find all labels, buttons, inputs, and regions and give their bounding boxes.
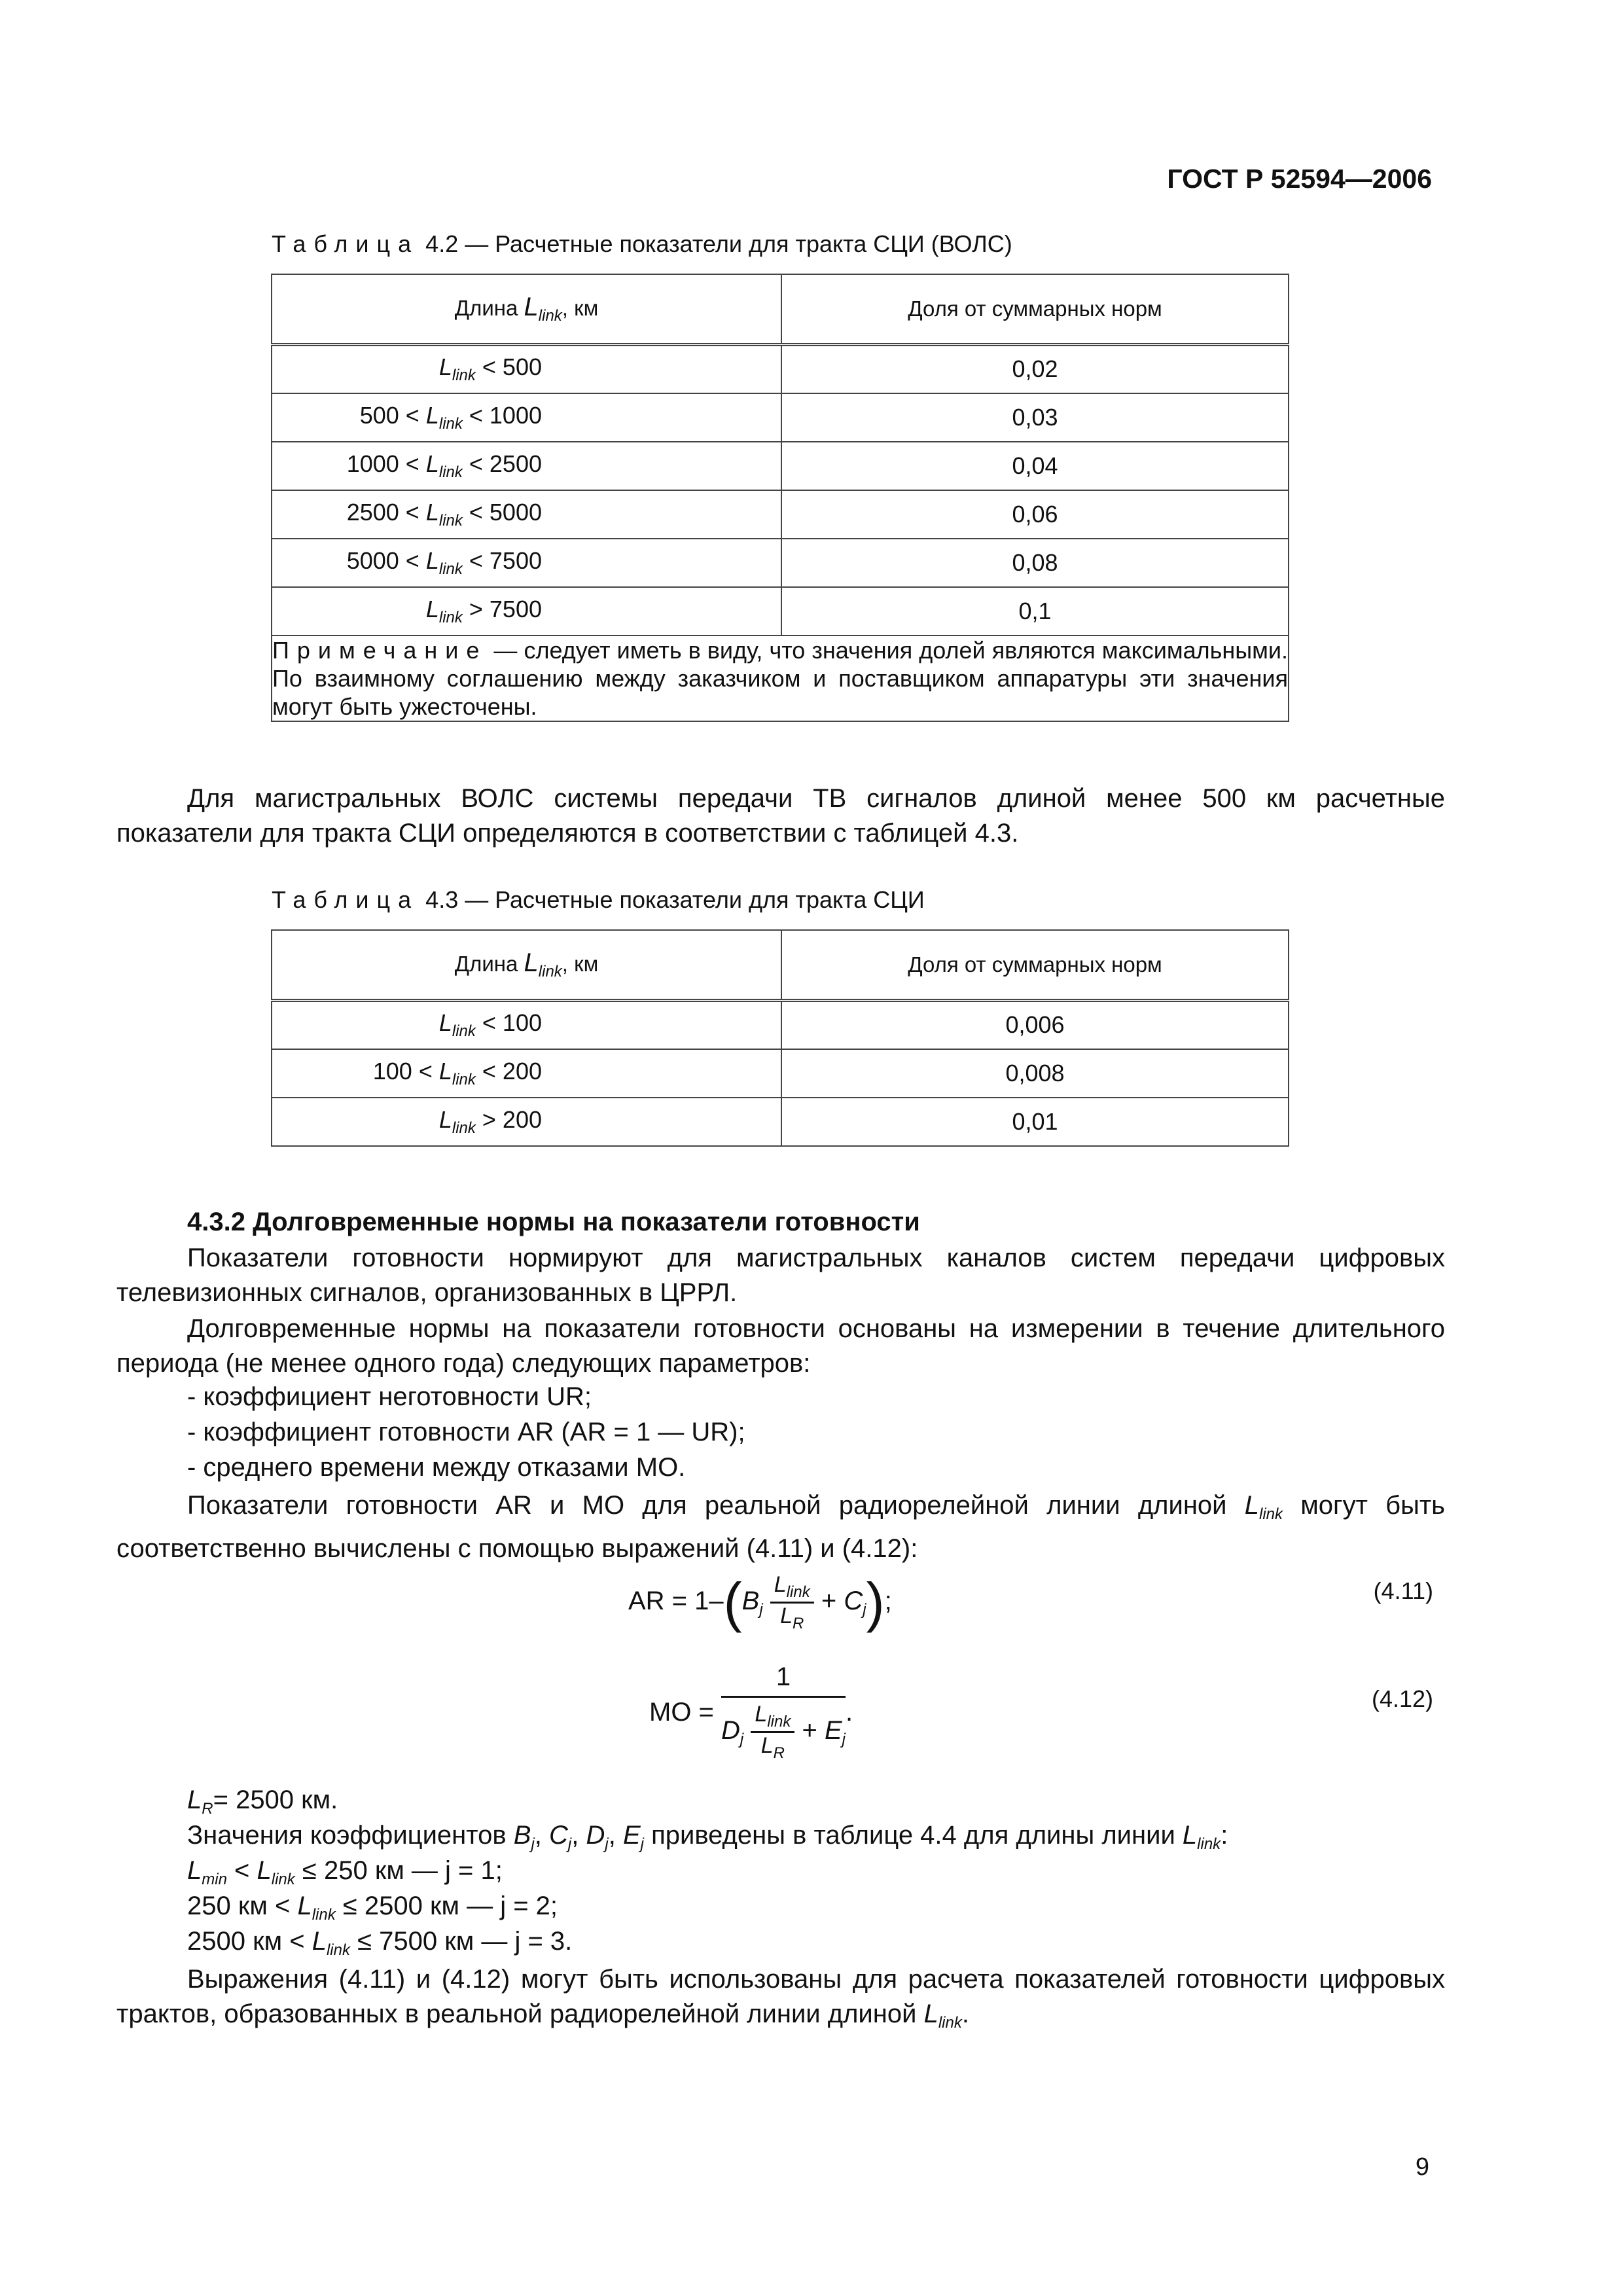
length-range-cell: $L_{link} < 500$	[272, 345, 781, 393]
paragraph-formulas-intro: Показатели готовности AR и MO для реальной радиорелейной линии длиной $L_{link}$ могут быть соответственно вычислены с помощью выражений (4.11) и (4.12):	[116, 1491, 1445, 1563]
table-row	[272, 1001, 1289, 1049]
share-value-cell: 0,1	[781, 587, 1289, 636]
page-number: 9	[1415, 2153, 1429, 2181]
table-row	[272, 539, 1289, 587]
formula-4-12: MO = 1 $D_j$ $\frac{L_{link}}{L_R}$ + $E_j$ .	[649, 1662, 853, 1762]
table-row	[272, 587, 1289, 636]
lr-value: $L_R= 2500$ км.	[187, 1785, 338, 1818]
table-4-3-caption: Таблица 4.3 — Расчетные показатели для тракта СЦИ	[272, 886, 925, 913]
table-4-3-col-length: Длина $L_{link}$, км	[272, 930, 781, 1001]
range-j3: 2500 км < $L_{link} \le 7500$ км — j = 3.	[187, 1927, 573, 1959]
coefficients-line: Значения коэффициентов $B_j$, $C_j$, $D_j$, $E_j$ приведены в таблице 4.4 для длины линии $L_{link}$:	[187, 1821, 1228, 1853]
standard-code: ГОСТ Р 52594—2006	[1167, 164, 1432, 194]
length-range-cell: $L_{link} < 100$	[272, 1001, 781, 1049]
table-row	[272, 345, 1289, 393]
table-4-2	[271, 274, 1289, 722]
list-item: - среднего времени между отказами MO.	[187, 1453, 686, 1482]
list-item: - коэффициент неготовности UR;	[187, 1382, 592, 1411]
share-value-cell: 0,01	[781, 1098, 1289, 1146]
share-value-cell: 0,08	[781, 539, 1289, 587]
length-range-cell: $2500 < L_{link} < 5000$	[272, 490, 781, 539]
length-range-cell: $1000 < L_{link} < 2500$	[272, 442, 781, 490]
length-range-cell: $L_{link} > 200$	[272, 1098, 781, 1146]
list-item: - коэффициент готовности AR (AR = 1 — UR);	[187, 1418, 745, 1446]
length-range-cell: $500 < L_{link} < 1000$	[272, 393, 781, 442]
equation-number-4-12: (4.12)	[1371, 1685, 1433, 1712]
share-value-cell: 0,03	[781, 393, 1289, 442]
share-value-cell: 0,06	[781, 490, 1289, 539]
length-range-cell: $100 < L_{link} < 200$	[272, 1049, 781, 1098]
paragraph-availability-norms: Показатели готовности нормируют для магистральных каналов систем передачи цифровых телевизионных сигналов, организованных в ЦРРЛ.	[116, 1244, 1445, 1307]
formula-4-11: AR = $1-(B_j$ $\frac{L_{link}}{L_R}$ + $C_j$);	[628, 1571, 892, 1633]
table-4-3-col-share: Доля от суммарных норм	[781, 930, 1289, 1001]
range-j2: 250 км < $L_{link} \le 2500$ км — j = 2;	[187, 1892, 558, 1924]
table-4-3	[271, 929, 1289, 1147]
table-row	[272, 393, 1289, 442]
table-row	[272, 490, 1289, 539]
equation-number-4-11: (4.11)	[1373, 1577, 1433, 1604]
table-row	[272, 1098, 1289, 1146]
share-value-cell: 0,006	[781, 1001, 1289, 1049]
paragraph-usage: Выражения (4.11) и (4.12) могут быть использованы для расчета показателей готовности цифровых трактов, образованных в реальной радиорелейной линии длиной $L_{link}$.	[116, 1965, 1445, 2032]
table-row	[272, 1049, 1289, 1098]
table-note-row	[272, 636, 1289, 721]
table-4-2-col-share: Доля от суммарных норм	[781, 274, 1289, 345]
table-4-2-col-length: Длина $L_{link}$, км	[272, 274, 781, 345]
paragraph-sci-vols: Для магистральных ВОЛС системы передачи ТВ сигналов длиной менее 500 км расчетные показатели для тракта СЦИ определяются в соответствии с таблицей 4.3.	[116, 784, 1445, 848]
section-heading: 4.3.2 Долговременные нормы на показатели готовности	[187, 1208, 920, 1236]
range-j1: $L_{min} < L_{link} \le 250$ км — j = 1;	[187, 1856, 503, 1888]
length-range-cell: $L_{link} > 7500$	[272, 587, 781, 636]
share-value-cell: 0,02	[781, 345, 1289, 393]
table-4-2-caption: Таблица 4.2 — Расчетные показатели для тракта СЦИ (ВОЛС)	[272, 230, 1012, 257]
length-range-cell: $5000 < L_{link} < 7500$	[272, 539, 781, 587]
share-value-cell: 0,04	[781, 442, 1289, 490]
share-value-cell: 0,008	[781, 1049, 1289, 1098]
table-note: Примечание — следует иметь в виду, что значения долей являются максимальными. По взаимному соглашению между заказчиком и поставщиком аппаратуры эти значения могут быть ужесточены.	[272, 636, 1288, 720]
table-row	[272, 442, 1289, 490]
paragraph-long-term-norms: Долговременные нормы на показатели готовности основаны на измерении в течение длительного периода (не менее одного года) следующих параметров:	[116, 1314, 1445, 1378]
